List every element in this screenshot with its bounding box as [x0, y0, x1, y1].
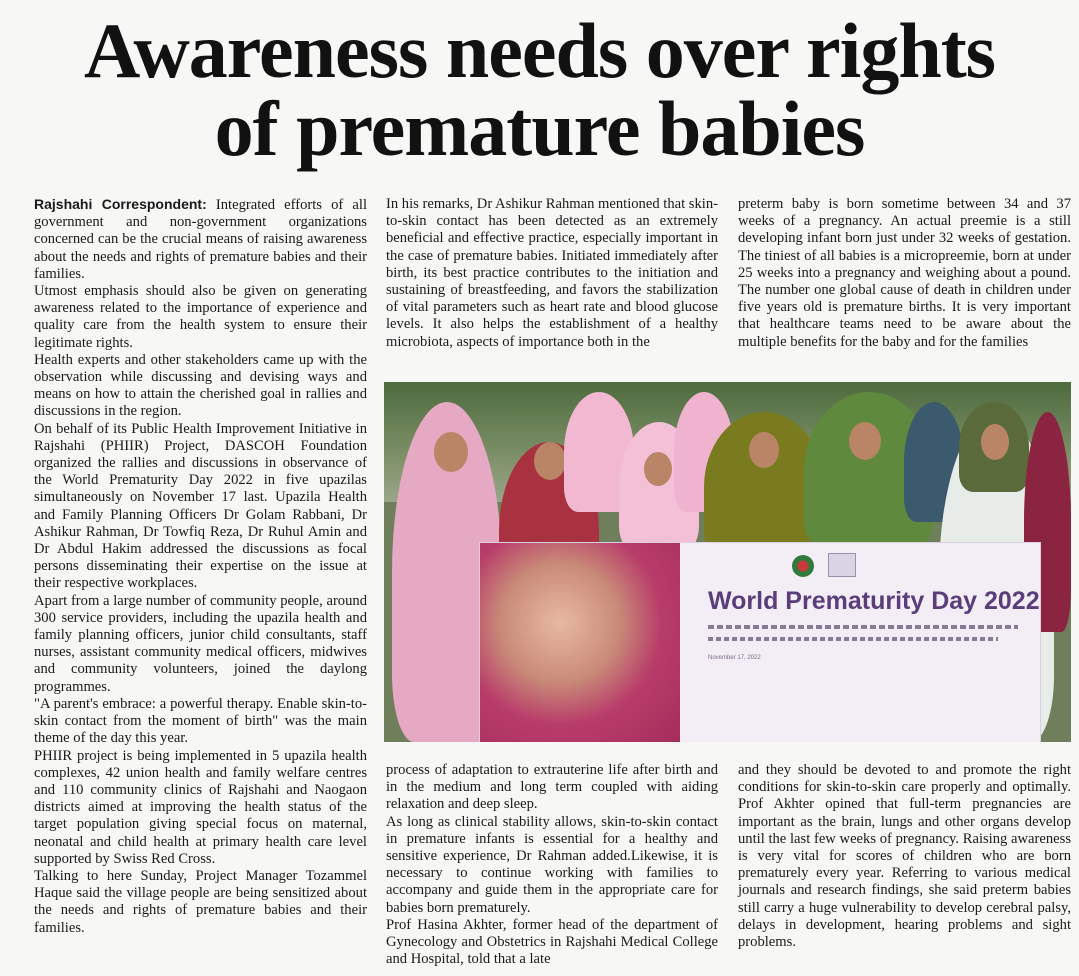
banner-subtitle-line — [708, 625, 1018, 629]
world-prematurity-day-banner — [479, 542, 1041, 742]
banner-subtitle-line — [708, 637, 998, 641]
banner-mother-baby-image — [480, 543, 680, 742]
person-face — [534, 442, 566, 480]
byline: Rajshahi Correspondent: — [34, 196, 207, 212]
paragraph: and they should be devoted to and promote the right conditions for skin-to-skin care properly and optimally. Prof Akhter opined that full-term pregnancies are important as the brain, lungs and other organs develop until the last few weeks of pregnancy. Raising awareness is very vital for scores of children who are born prematurely every year. Referring to various medical journals and research findings, she said preterm babies still carry a huge vulnerability to develop cerebral palsy, delays in development, hearing problems and sight problems. — [738, 762, 1071, 951]
paragraph: Health experts and other stakeholders came up with the observation while discussing and devising ways and means on how to attain the cherished goal in rallies and discussions in the region. — [34, 351, 367, 420]
banner-date: November 17, 2022 — [708, 655, 761, 661]
paragraph: On behalf of its Public Health Improvement Initiative in Rajshahi (PHIIR) Project, DASCOH Foundation organized the rallies and discussions in observance of the World Prematurity Day 2022 in five upazilas simultaneously on November 17 last. Upazila Health and Family Planning Officers Dr Golam Rabbani, Dr Ashikur Rahman, Dr Towfiq Reza, Dr Ruhul Amin and Dr Abdul Hakim addressed the discussions as focal persons disseminating their expertise on the issue at their respective workplaces. — [34, 420, 367, 592]
person-face — [849, 422, 881, 460]
paragraph: preterm baby is born sometime between 34 and 37 weeks of a pregnancy. An actual preemie is a still developing infant born just under 32 weeks of gestation. The tiniest of all babies is a micropreemie, born at under 25 weeks into a pregnancy and weighing about a pound. The number one global cause of death in children under five years old is premature births. It is very important that healthcare teams need to be aware about the multiple benefits for the baby and for the families — [738, 196, 1071, 350]
paragraph: PHIIR project is being implemented in 5 upazila health complexes, 42 union health and family welfare centres and 110 community clinics of Rajshahi and Naogaon districts aimed at improving the health status of the target population giving special focus on maternal, neonatal and child health at primary health care level supported by Swiss Red Cross. — [34, 747, 367, 867]
article-column-1 — [34, 196, 367, 937]
paragraph: process of adaptation to extrauterine life after birth and in the medium and long term coupled with aiding relaxation and deep sleep. — [386, 762, 718, 813]
banner-title: World Prematurity Day 2022 — [708, 587, 1040, 615]
paragraph: Utmost emphasis should also be given on generating awareness related to the importance of experience and quality care from the health system to ensure their legitimate rights. — [34, 283, 367, 351]
person-face — [981, 424, 1009, 460]
paragraph: Talking to here Sunday, Project Manager Tozammel Haque said the village people are being sensitized about the needs and rights of premature babies and their families. — [34, 867, 367, 936]
headline-line-2: of premature babies — [214, 85, 865, 172]
paragraph: As long as clinical stability allows, skin-to-skin contact in premature infants is essential for a healthy and sensitive experience, Dr Rahman added.Likewise, it is necessary to continue working with families to accompany and guide them in the appropriate care for babies born prematurely. — [386, 813, 718, 916]
article-column-2-bottom — [386, 762, 718, 968]
person-face — [749, 432, 779, 468]
bangladesh-emblem-icon — [792, 555, 814, 577]
headline-line-1: Awareness needs over rights — [83, 7, 996, 94]
person-face — [644, 452, 672, 486]
page-title — [0, 7, 1079, 172]
paragraph: Rajshahi Correspondent: Integrated efforts of all government and non-government organizations concerned can be the crucial means of raising awareness about the needs and rights of premature babies and their families. — [34, 196, 367, 282]
paragraph: In his remarks, Dr Ashikur Rahman mentioned that skin-to-skin contact has been detected as an extremely beneficial and effective practice, especially important in the case of premature babies. Initiated immediately after birth, its best practice contributes to the initiation and sustaining of breastfeeding, and favors the stabilization of vital parameters such as heart rate and blood glucose levels. It also helps the establishment of a healthy microbiota, aspects of importance both in the — [386, 196, 718, 350]
partner-logo-icon — [828, 553, 856, 577]
paragraph: Apart from a large number of community people, around 300 service providers, including the upazila health and family planning officers, junior child consultants, staff nurses, assistant community medical officers, midwives and community volunteers, joined the daylong programmes. — [34, 592, 367, 695]
person-face — [434, 432, 468, 472]
paragraph: "A parent's embrace: a powerful therapy. Enable skin-to-skin contact from the moment of birth" was the main theme of the day this year. — [34, 695, 367, 747]
article-column-3-bottom — [738, 762, 1071, 951]
news-photo — [384, 382, 1071, 742]
article-column-2-top — [386, 196, 718, 351]
article-column-3-top — [738, 196, 1071, 351]
paragraph: Prof Hasina Akhter, former head of the department of Gynecology and Obstetrics in Rajshahi Medical College and Hospital, told that a late — [386, 916, 718, 968]
